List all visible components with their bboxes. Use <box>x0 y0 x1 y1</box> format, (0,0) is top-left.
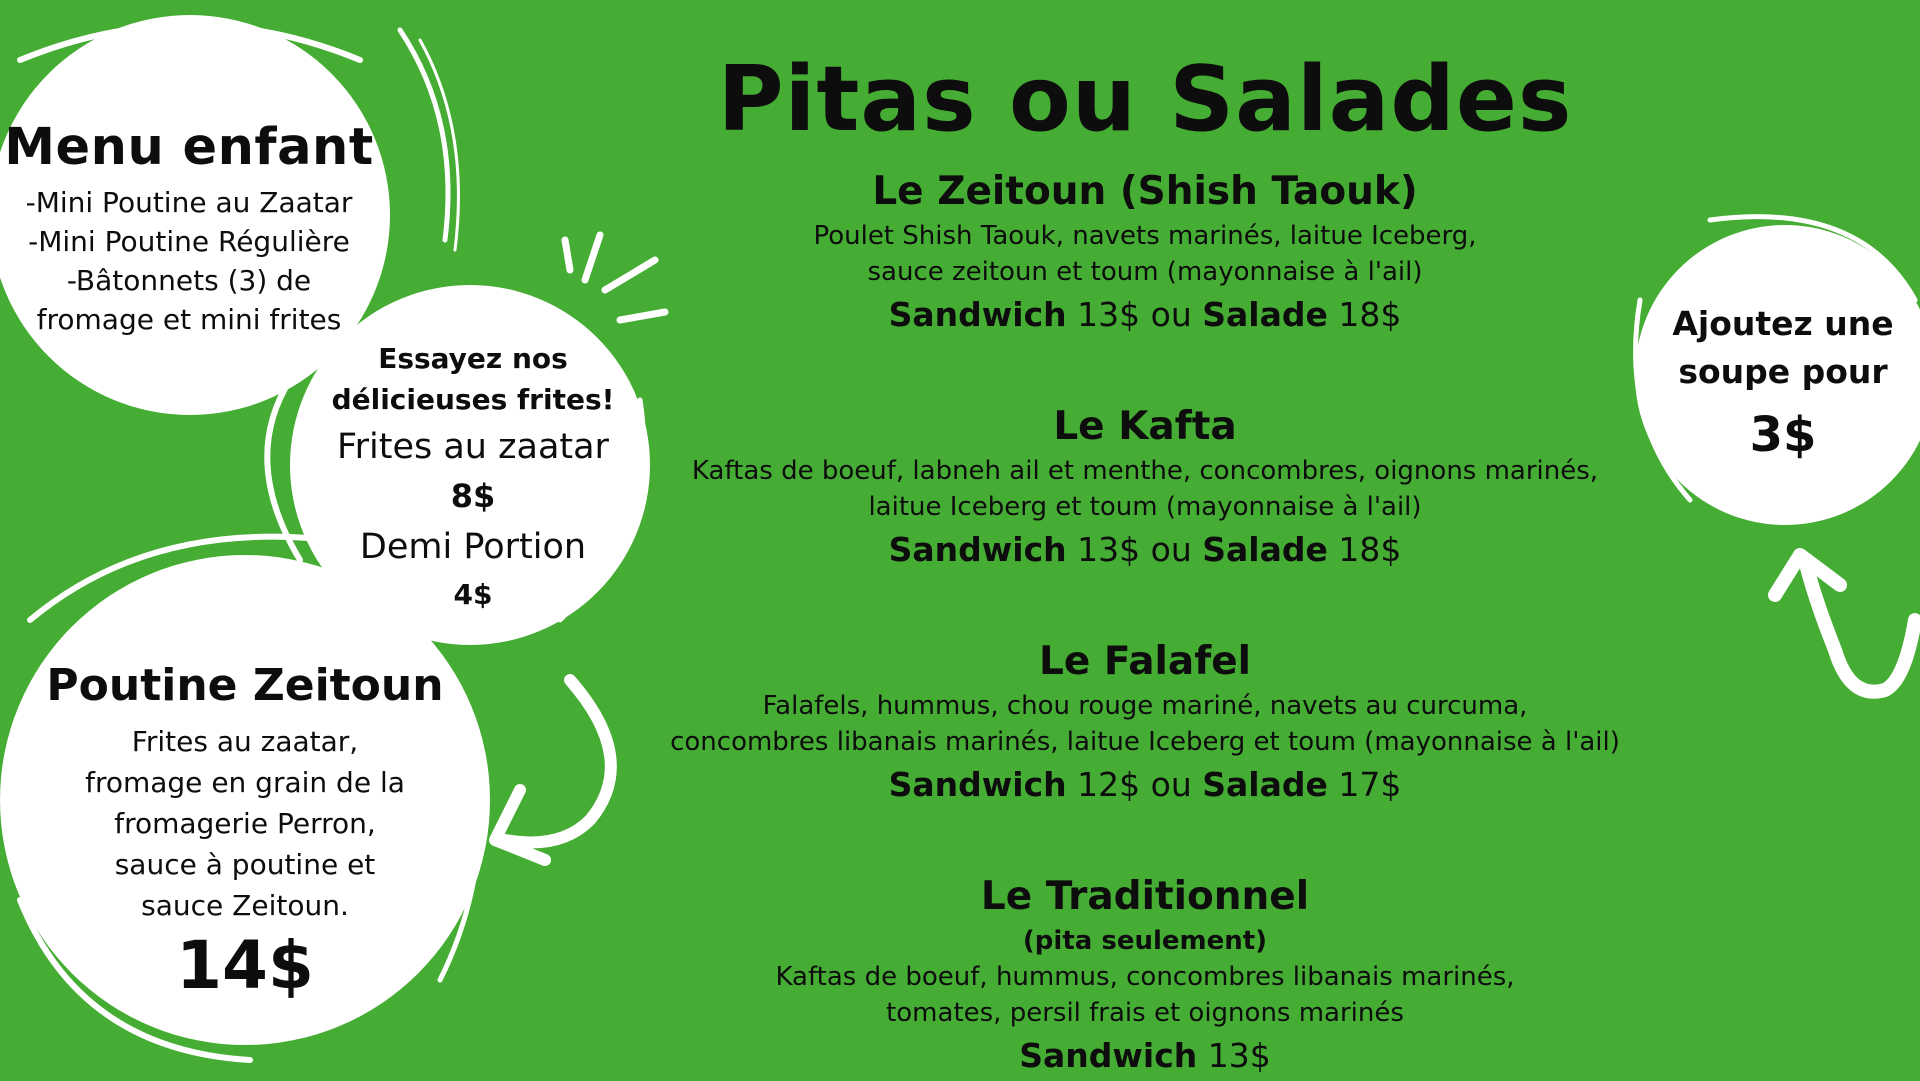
soupe-panel <box>1640 300 1920 470</box>
salade-label: Salade <box>1202 765 1328 804</box>
poutine-title: Poutine Zeitoun <box>46 660 444 711</box>
or-text: ou <box>1150 295 1203 334</box>
section-prices <box>640 1031 1650 1081</box>
demi-portion-price: 4$ <box>453 578 493 611</box>
poutine-panel <box>40 660 450 1006</box>
menu-enfant-item: fromage et mini frites <box>36 303 342 336</box>
poutine-desc-line: fromage en grain de la <box>85 766 405 799</box>
main-menu <box>640 40 1650 1081</box>
sandwich-label: Sandwich <box>888 295 1067 334</box>
section-desc-line: Kaftas de boeuf, labneh ail et menthe, concombres, oignons marinés, <box>691 456 1599 486</box>
section-desc-line: Falafels, hummus, chou rouge mariné, navets au curcuma, <box>762 691 1528 721</box>
menu-enfant-panel <box>0 118 378 339</box>
section-title: Le Traditionnel <box>980 874 1310 919</box>
sandwich-price: 13$ <box>1066 295 1151 334</box>
poutine-price: 14$ <box>176 927 314 1004</box>
menu-enfant-item: -Mini Poutine Régulière <box>28 225 350 258</box>
section-prices <box>640 290 1650 340</box>
section-subtitle: (pita seulement) <box>1022 926 1268 956</box>
frites-panel <box>318 338 628 618</box>
or-text: ou <box>1150 530 1203 569</box>
soupe-text: soupe pour <box>1678 352 1888 391</box>
soupe-text: Ajoutez une <box>1672 304 1894 343</box>
brush-stroke <box>420 40 458 250</box>
sandwich-label: Sandwich <box>1019 1036 1198 1075</box>
section-desc-line: concombres libanais marinés, laitue Iceberg et toum (mayonnaise à l'ail) <box>670 727 1620 757</box>
salade-label: Salade <box>1202 530 1328 569</box>
section-desc-line: Poulet Shish Taouk, navets marinés, laitue Iceberg, <box>813 221 1477 251</box>
section-title: Le Falafel <box>1038 639 1252 684</box>
curved-arrow-head-icon <box>495 790 545 860</box>
sandwich-label: Sandwich <box>888 530 1067 569</box>
or-text: ou <box>1150 765 1203 804</box>
section-prices <box>640 760 1650 810</box>
section-desc-line: tomates, persil frais et oignons marinés <box>886 998 1404 1028</box>
frites-intro: Essayez nos <box>378 342 568 375</box>
poutine-desc-line: fromagerie Perron, <box>114 807 376 840</box>
section-desc-line: Kaftas de boeuf, hummus, concombres libanais marinés, <box>775 962 1515 992</box>
menu-enfant-item: -Mini Poutine au Zaatar <box>25 186 353 219</box>
salade-label: Salade <box>1202 295 1328 334</box>
menu-enfant-title: Menu enfant <box>4 118 374 177</box>
soupe-price: 3$ <box>1749 407 1817 463</box>
section-prices <box>640 525 1650 575</box>
section-desc-line: laitue Iceberg et toum (mayonnaise à l'ail) <box>868 492 1422 522</box>
menu-section-falafel <box>640 636 1650 810</box>
section-title: Le Kafta <box>1053 404 1237 449</box>
menu-section-traditionnel <box>640 871 1650 1081</box>
sandwich-price: 12$ <box>1066 765 1151 804</box>
frites-intro: délicieuses frites! <box>331 383 615 416</box>
menu-section-zeitoun <box>640 166 1650 340</box>
section-desc-line: sauce zeitoun et toum (mayonnaise à l'ail) <box>867 257 1423 287</box>
curved-arrow-icon <box>505 680 611 843</box>
demi-portion-name: Demi Portion <box>359 527 587 567</box>
frites-name: Frites au zaatar <box>337 427 609 467</box>
menu-enfant-item: -Bâtonnets (3) de <box>66 264 312 297</box>
section-title: Le Zeitoun (Shish Taouk) <box>872 169 1418 214</box>
salade-price: 18$ <box>1327 530 1402 569</box>
sandwich-price: 13$ <box>1197 1036 1271 1075</box>
salade-price: 17$ <box>1327 765 1402 804</box>
poutine-desc-line: sauce Zeitoun. <box>141 889 349 922</box>
brush-stroke <box>400 30 448 240</box>
poutine-desc-line: Frites au zaatar, <box>131 725 359 758</box>
salade-price: 18$ <box>1327 295 1402 334</box>
sandwich-label: Sandwich <box>888 765 1067 804</box>
menu-section-kafta <box>640 401 1650 575</box>
page-title: Pitas ou Salades <box>717 47 1573 152</box>
poutine-desc-line: sauce à poutine et <box>114 848 376 881</box>
frites-price: 8$ <box>450 477 496 515</box>
burst-line <box>585 235 600 280</box>
burst-line <box>565 240 570 270</box>
sandwich-price: 13$ <box>1066 530 1151 569</box>
